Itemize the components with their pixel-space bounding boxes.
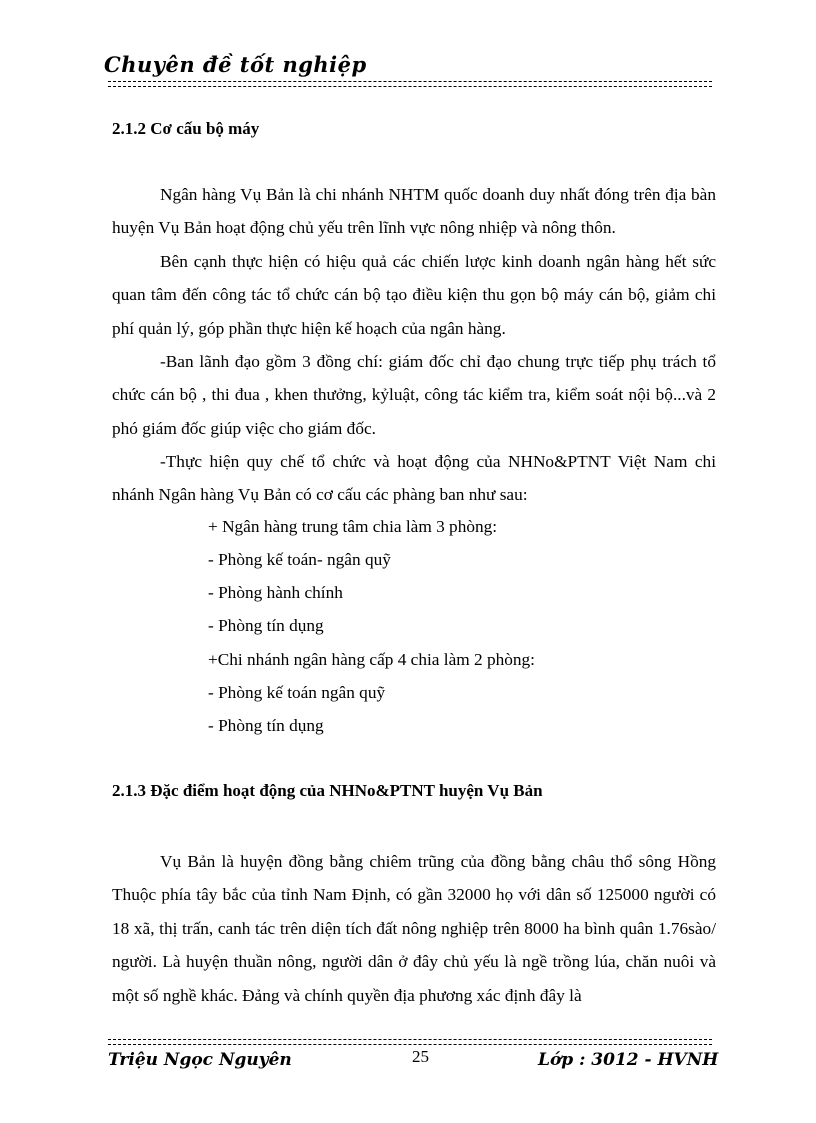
list-item: - Phòng hành chính <box>208 583 343 602</box>
page-number: 25 <box>412 1047 429 1066</box>
author-name: Triệu Ngọc Nguyên <box>108 1050 292 1070</box>
list-item: - Phòng tín dụng <box>208 616 324 635</box>
footer-divider <box>108 1039 712 1040</box>
paragraph-organization: Bên cạnh thực hiện có hiệu quả các chiến lược kinh doanh ngân hàng hết sức quan tâm đến công tác tổ chức cán bộ tạo điều kiện thu gọn bộ máy cán bộ, giảm chi phí quản lý, góp phần thực hiện kế hoạch của ngân hàng. <box>112 252 716 338</box>
list-item: - Phòng kế toán- ngân quỹ <box>208 550 391 569</box>
paragraph-leadership: -Ban lãnh đạo gồm 3 đồng chí: giám đốc chỉ đạo chung trực tiếp phụ trách tổ chức cán bộ , thi đua , khen thưởng, kỷluật, công tác kiểm tra, kiểm soát nội bộ...và 2 phó giám đốc giúp việc cho giám đốc. <box>112 352 716 438</box>
document-title: Chuyên đề tốt nghiệp <box>104 52 367 77</box>
paragraph-district-profile: Vụ Bản là huyện đồng bằng chiêm trũng của đồng bằng châu thổ sông Hồng Thuộc phía tây bắc của tỉnh Nam Định, có gần 32000 họ với dân số 125000 người có 18 xã, thị trấn, canh tác trên diện tích đất nông nghiệp trên 8000 ha bình quân 1.76sào/ người. Là huyện thuần nông, người dân ở đây chủ yếu là ngề trồng lúa, chăn nuôi và một số nghề khác. Đảng và chính quyền địa phương xác định đây là <box>112 852 716 1005</box>
list-item: - Phòng tín dụng <box>208 716 324 735</box>
paragraph-intro: Ngân hàng Vụ Bản là chi nhánh NHTM quốc doanh duy nhất đóng trên địa bàn huyện Vụ Bản hoạt động chủ yếu trên lĩnh vực nông nhiệp và nông thôn. <box>112 185 716 238</box>
list-item: - Phòng kế toán ngân quỹ <box>208 683 386 702</box>
header-divider-secondary <box>108 86 712 87</box>
header-divider <box>108 81 712 82</box>
section-heading-2-1-2: 2.1.2 Cơ cấu bộ máy <box>112 119 260 138</box>
list-item: +Chi nhánh ngân hàng cấp 4 chia làm 2 phòng: <box>208 650 535 669</box>
list-item: + Ngân hàng trung tâm chia làm 3 phòng: <box>208 517 498 536</box>
paragraph-departments: -Thực hiện quy chế tổ chức và hoạt động của NHNo&PTNT Việt Nam chi nhánh Ngân hàng Vụ Bản có cơ cấu các phàng ban như sau: <box>112 452 716 505</box>
footer-divider-secondary <box>108 1044 712 1045</box>
class-label: Lớp : 3012 - HVNH <box>538 1050 719 1070</box>
section-heading-2-1-3: 2.1.3 Đặc điểm hoạt động của NHNo&PTNT huyện Vụ Bản <box>112 781 543 800</box>
